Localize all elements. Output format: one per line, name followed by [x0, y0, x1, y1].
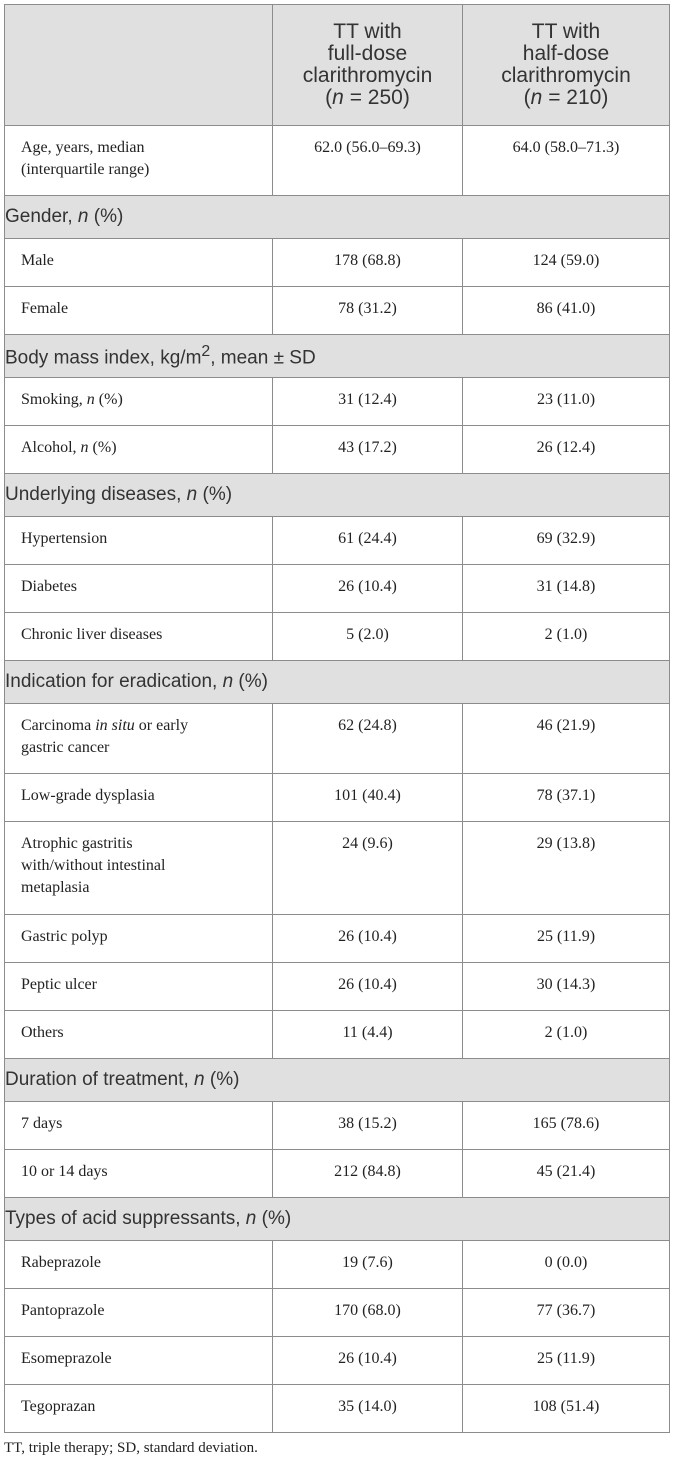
full-dose-value: 62 (24.8)	[273, 704, 463, 774]
full-dose-value: 62.0 (56.0–69.3)	[273, 126, 463, 196]
row-label: Atrophic gastritis with/without intestinal metaplasia	[5, 822, 273, 915]
half-dose-value: 45 (21.4)	[463, 1150, 670, 1198]
full-dose-value: 78 (31.2)	[273, 287, 463, 335]
full-dose-value: 31 (12.4)	[273, 378, 463, 426]
header-full-dose: TT with full-dose clarithromycin (n = 250)	[273, 5, 463, 126]
section-header-duration	[5, 1059, 670, 1102]
full-dose-value: 26 (10.4)	[273, 963, 463, 1011]
header-empty-cell	[5, 5, 273, 126]
half-dose-value: 77 (36.7)	[463, 1289, 670, 1337]
table-row	[5, 239, 670, 287]
table-row	[5, 1385, 670, 1433]
row-label: Alcohol, n (%)	[5, 426, 273, 474]
section-header-acid-suppressants	[5, 1198, 670, 1241]
full-dose-value: 170 (68.0)	[273, 1289, 463, 1337]
section-header-bmi	[5, 335, 670, 378]
half-dose-value: 46 (21.9)	[463, 704, 670, 774]
table-row	[5, 1011, 670, 1059]
full-dose-value: 101 (40.4)	[273, 774, 463, 822]
table-row	[5, 1102, 670, 1150]
section-title: Body mass index, $kg/m^2$, mean ± SD	[5, 335, 670, 378]
table-row	[5, 517, 670, 565]
full-dose-value: 61 (24.4)	[273, 517, 463, 565]
full-dose-value: 26 (10.4)	[273, 915, 463, 963]
table-row	[5, 1289, 670, 1337]
half-dose-value: 165 (78.6)	[463, 1102, 670, 1150]
half-dose-value: 64.0 (58.0–71.3)	[463, 126, 670, 196]
full-dose-value: 26 (10.4)	[273, 565, 463, 613]
table-row	[5, 774, 670, 822]
half-dose-value: 29 (13.8)	[463, 822, 670, 915]
half-dose-value: 0 (0.0)	[463, 1241, 670, 1289]
table-footnote: TT, triple therapy; SD, standard deviation.	[4, 1440, 258, 1456]
table-row	[5, 1150, 670, 1198]
table-row	[5, 426, 670, 474]
row-label: Pantoprazole	[5, 1289, 273, 1337]
table-row	[5, 822, 670, 915]
half-dose-value: 2 (1.0)	[463, 613, 670, 661]
table-row	[5, 1241, 670, 1289]
full-dose-value: 19 (7.6)	[273, 1241, 463, 1289]
table-row	[5, 287, 670, 335]
half-dose-value: 2 (1.0)	[463, 1011, 670, 1059]
row-label: Rabeprazole	[5, 1241, 273, 1289]
section-title: Duration of treatment, n (%)	[5, 1059, 670, 1102]
full-dose-value: 38 (15.2)	[273, 1102, 463, 1150]
full-dose-value: 35 (14.0)	[273, 1385, 463, 1433]
table-row	[5, 126, 670, 196]
row-label: Female	[5, 287, 273, 335]
baseline-characteristics-table	[4, 4, 670, 1433]
section-title: Indication for eradication, n (%)	[5, 661, 670, 704]
section-title: Types of acid suppressants, n (%)	[5, 1198, 670, 1241]
full-dose-value: 24 (9.6)	[273, 822, 463, 915]
full-dose-value: 178 (68.8)	[273, 239, 463, 287]
section-header-indication	[5, 661, 670, 704]
full-dose-value: 11 (4.4)	[273, 1011, 463, 1059]
full-dose-value: 26 (10.4)	[273, 1337, 463, 1385]
row-label: Esomeprazole	[5, 1337, 273, 1385]
half-dose-value: 26 (12.4)	[463, 426, 670, 474]
section-title: Underlying diseases, n (%)	[5, 474, 670, 517]
full-dose-value: 5 (2.0)	[273, 613, 463, 661]
half-dose-value: 78 (37.1)	[463, 774, 670, 822]
full-dose-value: 43 (17.2)	[273, 426, 463, 474]
table-header-row	[5, 5, 670, 126]
section-header-underlying-diseases	[5, 474, 670, 517]
row-label: Tegoprazan	[5, 1385, 273, 1433]
table-row	[5, 1337, 670, 1385]
table-row	[5, 613, 670, 661]
table-row	[5, 915, 670, 963]
half-dose-value: 69 (32.9)	[463, 517, 670, 565]
row-label: Carcinoma in situ or early gastric cancer	[5, 704, 273, 774]
row-label: Chronic liver diseases	[5, 613, 273, 661]
row-label: Low-grade dysplasia	[5, 774, 273, 822]
half-dose-value: 30 (14.3)	[463, 963, 670, 1011]
half-dose-value: 86 (41.0)	[463, 287, 670, 335]
section-header-gender	[5, 196, 670, 239]
row-label: Age, years, median (interquartile range)	[5, 126, 273, 196]
row-label: Diabetes	[5, 565, 273, 613]
half-dose-value: 23 (11.0)	[463, 378, 670, 426]
half-dose-value: 25 (11.9)	[463, 1337, 670, 1385]
row-label: Others	[5, 1011, 273, 1059]
header-half-dose: TT with half-dose clarithromycin (n = 210)	[463, 5, 670, 126]
row-label: Male	[5, 239, 273, 287]
table-row	[5, 963, 670, 1011]
table-row	[5, 378, 670, 426]
row-label: Gastric polyp	[5, 915, 273, 963]
half-dose-value: 31 (14.8)	[463, 565, 670, 613]
full-dose-value: 212 (84.8)	[273, 1150, 463, 1198]
row-label: Smoking, n (%)	[5, 378, 273, 426]
half-dose-value: 108 (51.4)	[463, 1385, 670, 1433]
half-dose-value: 25 (11.9)	[463, 915, 670, 963]
row-label: Peptic ulcer	[5, 963, 273, 1011]
half-dose-value: 124 (59.0)	[463, 239, 670, 287]
row-label: Hypertension	[5, 517, 273, 565]
row-label: 10 or 14 days	[5, 1150, 273, 1198]
row-label: 7 days	[5, 1102, 273, 1150]
section-title: Gender, n (%)	[5, 196, 670, 239]
table-row	[5, 704, 670, 774]
table-row	[5, 565, 670, 613]
